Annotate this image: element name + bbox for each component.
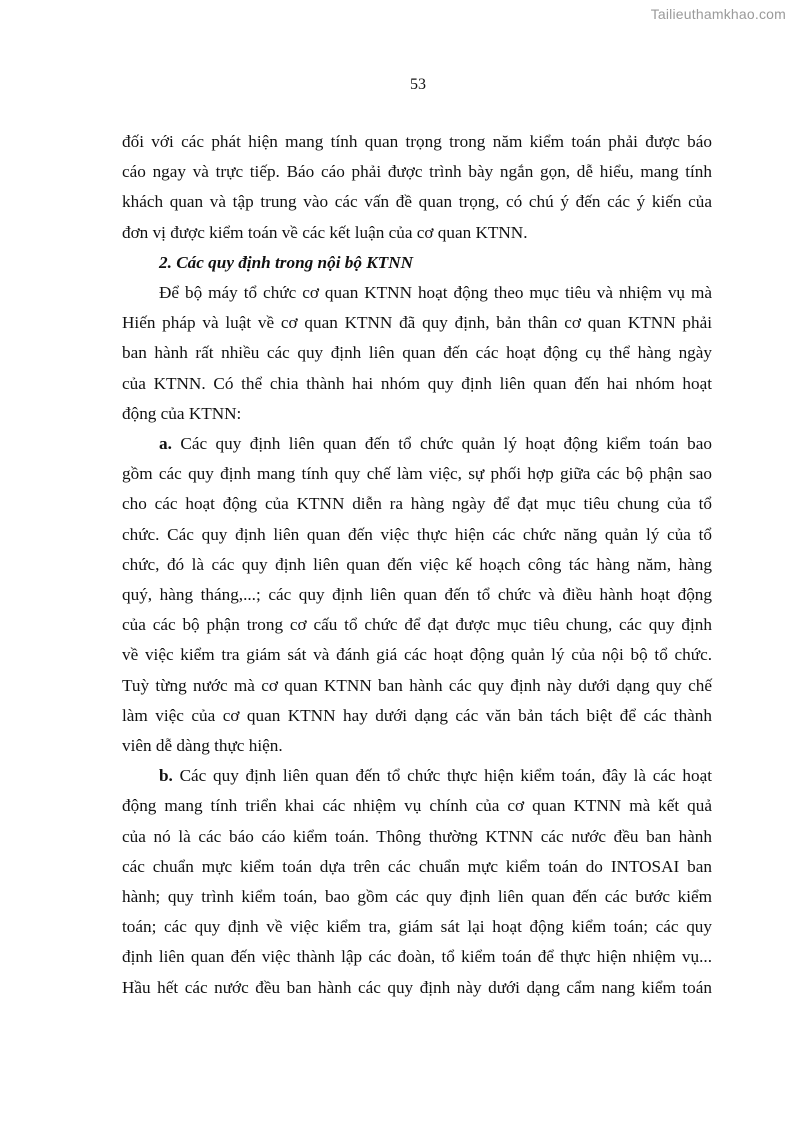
text-line: Để bộ máy tổ chức cơ quan KTNN hoạt động theo mục tiêu và nhiệm vụ mà <box>159 283 712 303</box>
text-line: chức. Các quy định liên quan đến việc thực hiện các chức năng quản lý của tổ <box>122 524 712 544</box>
page-body <box>122 127 712 1003</box>
text-line <box>122 429 712 459</box>
text-line: làm việc của cơ quan KTNN hay dưới dạng các văn bản tách biệt để các thành <box>122 705 712 725</box>
section-heading: 2. Các quy định trong nội bộ KTNN <box>159 252 414 272</box>
watermark-text: Tailieuthamkhao.com <box>650 6 786 22</box>
text-line: khách quan và tập trung vào các vấn đề quan trọng, có chú ý đến các ý kiến của <box>122 192 712 212</box>
text-line: ban hành rất nhiều các quy định liên quan đến các hoạt động cụ thể hàng ngày <box>122 343 712 363</box>
paragraph-continuation <box>122 127 712 248</box>
paragraph-b <box>122 761 712 1003</box>
text-line: động mang tính triển khai các nhiệm vụ chính của cơ quan KTNN mà kết quả <box>122 796 712 816</box>
text-line: gồm các quy định mang tính quy chế làm việc, sự phối hợp giữa các bộ phận sao <box>122 464 712 484</box>
text-line: về việc kiểm tra giám sát và đánh giá các hoạt động quản lý của nội bộ tổ chức. <box>122 645 712 665</box>
text-line: của các bộ phận trong cơ cấu tổ chức để đạt được mục tiêu chung, các quy định <box>122 615 712 635</box>
text-line: Tuỳ từng nước mà cơ quan KTNN ban hành các quy định này dưới dạng quy chế <box>122 675 712 695</box>
text-line: cáo ngay và trực tiếp. Báo cáo phải được trình bày ngắn gọn, dễ hiểu, mang tính <box>122 162 712 182</box>
paragraph-a <box>122 429 712 761</box>
text-line: viên dễ dàng thực hiện. <box>122 736 283 756</box>
page-number: 53 <box>410 76 426 93</box>
paragraph-intro <box>122 278 712 429</box>
text-line: các chuẩn mực kiểm toán dựa trên các chuẩn mực kiểm toán do INTOSAI ban <box>122 856 712 876</box>
text-line: Hầu hết các nước đều ban hành các quy định này dưới dạng cẩm nang kiểm toán <box>122 977 712 997</box>
text-segment: Các quy định liên quan đến tổ chức thực hiện kiểm toán, đây là các hoạt <box>172 766 712 786</box>
text-line: của nó là các báo cáo kiểm toán. Thông thường KTNN các nước đều ban hành <box>122 826 712 846</box>
text-line: của KTNN. Có thể chia thành hai nhóm quy định liên quan đến hai nhóm hoạt <box>122 373 712 393</box>
text-line: hành; quy trình kiểm toán, bao gồm các quy định liên quan đến các bước kiểm <box>122 887 712 907</box>
text-line: đơn vị được kiểm toán về các kết luận của cơ quan KTNN. <box>122 222 528 242</box>
text-segment: Các quy định liên quan đến tổ chức quản lý hoạt động kiểm toán bao <box>171 434 712 454</box>
text-line: định liên quan đến việc thành lập các đoàn, tổ kiểm toán để thực hiện nhiệm vụ... <box>122 947 712 967</box>
text-line: chức, đó là các quy định liên quan đến việc kế hoạch công tác hàng năm, hàng <box>122 554 712 574</box>
text-line: động của KTNN: <box>122 403 242 423</box>
item-label-a: a. <box>159 434 172 454</box>
text-line: toán; các quy định về việc kiểm tra, giám sát lại hoạt động kiểm toán; các quy <box>122 917 712 937</box>
text-line <box>122 761 712 791</box>
text-line: cho các hoạt động của KTNN diễn ra hàng ngày để đạt mục tiêu chung của tổ <box>122 494 712 514</box>
text-line: đối với các phát hiện mang tính quan trọng trong năm kiểm toán phải được báo <box>122 132 712 151</box>
item-label-b: b. <box>159 766 173 786</box>
text-line: quý, hàng tháng,...; các quy định liên quan đến tổ chức và điều hành hoạt động <box>122 585 712 605</box>
text-line: Hiến pháp và luật về cơ quan KTNN đã quy định, bản thân cơ quan KTNN phải <box>122 313 712 333</box>
